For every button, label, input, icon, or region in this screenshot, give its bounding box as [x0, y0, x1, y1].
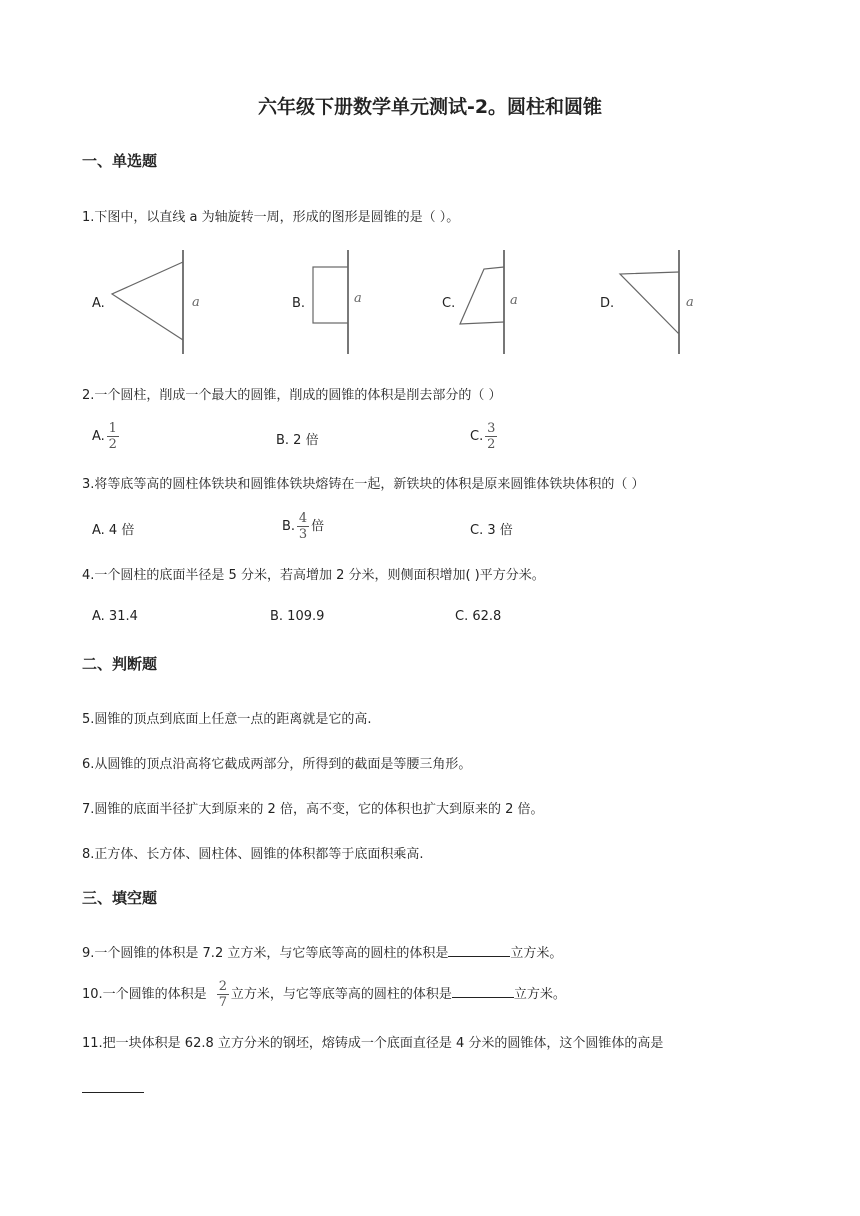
- q3-option-b-fraction: [297, 512, 309, 541]
- q3-option-a[interactable]: A. 4 倍: [92, 523, 135, 538]
- q1-figure-b-axis-label: a: [354, 291, 362, 306]
- q3-option-b-suffix: 倍: [311, 519, 325, 534]
- q3-option-c[interactable]: C. 3 倍: [470, 523, 513, 538]
- fraction-numerator: 3: [487, 421, 496, 436]
- section-heading-single-choice: 一、单选题: [82, 152, 158, 170]
- fraction-denominator: 7: [218, 995, 227, 1010]
- q1-figure-d: [614, 248, 704, 356]
- q1-option-a-label[interactable]: A.: [92, 296, 105, 311]
- question-10-text-after: 立方米。: [513, 987, 566, 1002]
- q1-figure-b: [308, 248, 378, 356]
- fraction-numerator: 1: [108, 421, 117, 436]
- q1-option-b-label[interactable]: B.: [292, 296, 306, 311]
- question-10: [82, 980, 566, 1009]
- q4-option-c[interactable]: C. 62.8: [455, 609, 502, 624]
- q2-option-c-label: C.: [470, 429, 484, 444]
- q1-figure-c: [456, 248, 526, 356]
- q1-figure-c-axis-label: a: [510, 293, 518, 308]
- question-1-text: 1.下图中，以直线 a 为轴旋转一周，形成的图形是圆锥的是（ ）。: [82, 210, 460, 225]
- q2-option-a[interactable]: [92, 422, 121, 451]
- question-2-text: 2.一个圆柱，削成一个最大的圆锥，削成的圆锥的体积是削去部分的（ ）: [82, 388, 502, 403]
- question-8-text: 8.正方体、长方体、圆柱体、圆锥的体积都等于底面积乘高.: [82, 847, 424, 862]
- q3-option-b[interactable]: [282, 512, 324, 541]
- q1-option-d-label[interactable]: D.: [600, 296, 615, 311]
- question-9: [82, 942, 562, 961]
- fraction-denominator: 2: [487, 437, 496, 452]
- question-7-text: 7.圆锥的底面半径扩大到原来的 2 倍，高不变，它的体积也扩大到原来的 2 倍。: [82, 802, 544, 817]
- page-title: 六年级下册数学单元测试-2。圆柱和圆锥: [257, 96, 603, 118]
- section-heading-fill-in: 三、填空题: [82, 889, 158, 907]
- q2-option-c-fraction: [485, 422, 497, 451]
- q2-option-b[interactable]: B. 2 倍: [276, 433, 319, 448]
- fraction-denominator: 3: [298, 527, 308, 542]
- question-10-text-before: 10.一个圆锥的体积是: [82, 987, 207, 1002]
- q4-option-a[interactable]: A. 31.4: [92, 609, 138, 624]
- q1-figure-d-axis-label: a: [686, 295, 694, 310]
- question-9-text-before: 9.一个圆锥的体积是 7.2 立方米，与它等底等高的圆柱的体积是: [82, 946, 449, 961]
- question-9-blank[interactable]: [448, 944, 510, 957]
- question-9-text-after: 立方米。: [510, 946, 563, 961]
- question-3-text: 3.将等底等高的圆柱体铁块和圆锥体铁块熔铸在一起，新铁块的体积是原来圆锥体铁块体积的（ ）: [82, 477, 645, 492]
- q4-option-b[interactable]: B. 109.9: [270, 609, 325, 624]
- question-11-blank[interactable]: [82, 1078, 144, 1097]
- question-10-fraction: [217, 980, 229, 1009]
- question-5-text: 5.圆锥的顶点到底面上任意一点的距离就是它的高.: [82, 712, 372, 727]
- question-10-text-middle: 立方米，与它等底等高的圆柱的体积是: [230, 987, 452, 1002]
- fraction-numerator: 4: [298, 511, 308, 526]
- question-10-blank[interactable]: [452, 985, 514, 998]
- q1-figure-a: [108, 248, 208, 356]
- fraction-denominator: 2: [108, 437, 117, 452]
- question-4-text: 4.一个圆柱的底面半径是 5 分米，若高增加 2 分米，则侧面积增加( )平方分米。: [82, 568, 545, 583]
- question-11-text: 11.把一块体积是 62.8 立方分米的钢坯，熔铸成一个底面直径是 4 分米的圆锥体，这个圆锥体的高是: [82, 1036, 664, 1051]
- q3-option-b-label: B.: [282, 519, 296, 534]
- section-heading-true-false: 二、判断题: [82, 655, 158, 673]
- q2-option-c[interactable]: [470, 422, 499, 451]
- fraction-numerator: 2: [218, 979, 227, 994]
- q2-option-a-label: A.: [92, 429, 105, 444]
- q1-figure-a-axis-label: a: [192, 295, 200, 310]
- q1-option-c-label[interactable]: C.: [442, 296, 456, 311]
- q2-option-a-fraction: [107, 422, 119, 451]
- question-6-text: 6.从圆锥的顶点沿高将它截成两部分，所得到的截面是等腰三角形。: [82, 757, 472, 772]
